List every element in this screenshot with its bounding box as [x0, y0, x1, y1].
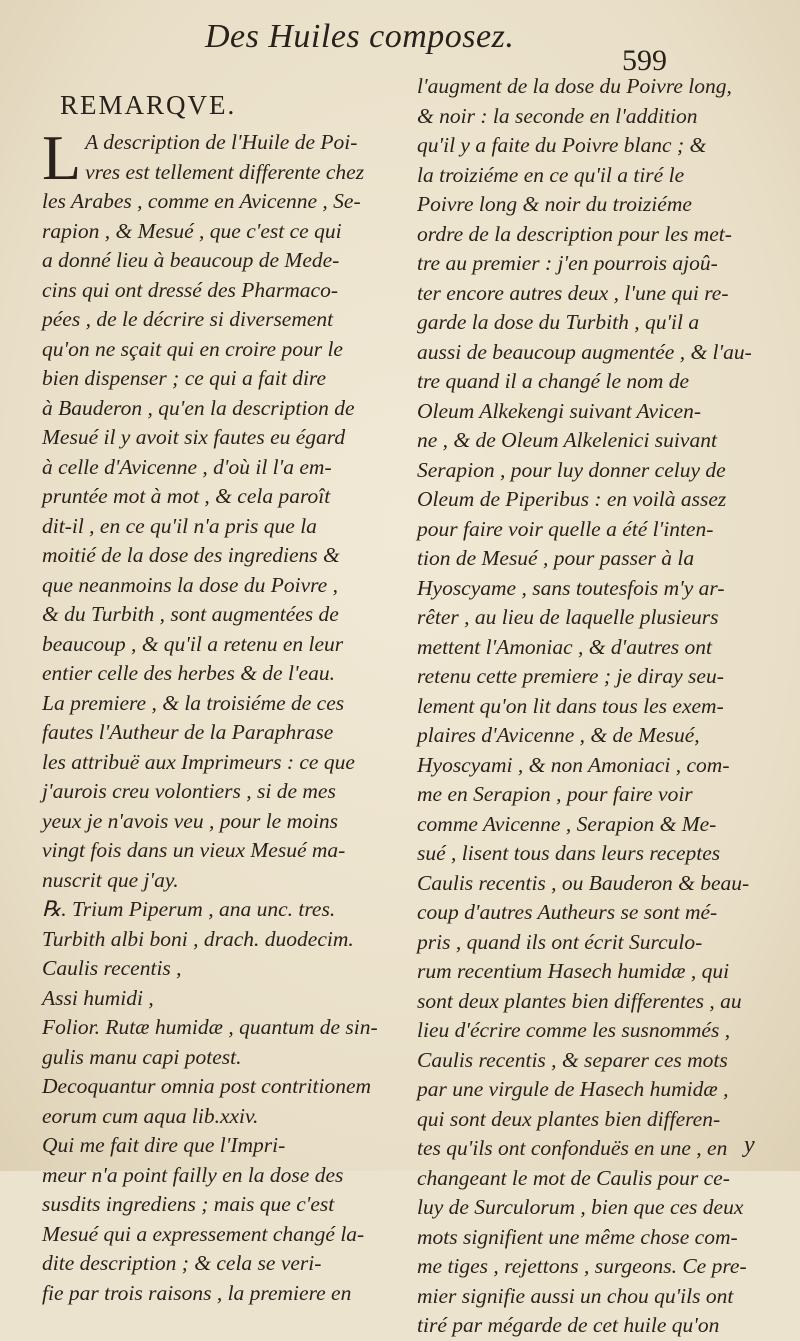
text-line: par une virgule de Hasech humidæ ,	[417, 1077, 729, 1101]
text-line: La premiere , & la troisiéme de ces	[42, 690, 345, 715]
text-line: fautes l'Autheur de la Paraphrase	[42, 720, 334, 744]
text-line: qu'on ne sçait qui en croire pour le	[42, 336, 343, 361]
text-line: coup d'autres Autheurs se sont mé-	[417, 900, 718, 924]
text-line: Caulis recentis , & separer ces mots	[417, 1047, 728, 1072]
text-line: fie par trois raisons , la premiere en	[42, 1280, 352, 1305]
text-line: me tiges , rejettons , surgeons. Ce pre-	[417, 1254, 747, 1278]
text-line: plaires d'Avicenne , & de Mesué,	[417, 723, 700, 747]
text-line: a donné lieu à beaucoup de Mede-	[42, 248, 340, 272]
text-line: tiré par mégarde de cet huile qu'on	[417, 1313, 720, 1337]
text-line: retenu cette premiere ; je diray seu-	[417, 664, 724, 688]
right-column-text	[417, 72, 792, 1341]
text-line: meur n'a point failly en la dose des	[42, 1162, 344, 1187]
text-line: ℞. Trium Piperum , ana unc. tres.	[42, 897, 336, 921]
text-line: Hyoscyame , sans toutesfois m'y ar-	[417, 575, 725, 600]
text-line: tre au premier : j'en pourrois ajoû-	[417, 251, 718, 275]
text-line: Poivre long & noir du troiziéme	[417, 192, 692, 216]
text-line: luy de Surculorum , bien que ces deux	[417, 1195, 744, 1219]
text-line: me en Serapion , pour faire voir	[417, 782, 693, 806]
text-line: Hyoscyami , & non Amoniaci , com-	[417, 752, 730, 777]
text-line: dit-il , en ce qu'il n'a pris que la	[42, 513, 317, 538]
text-line: à celle d'Avicenne , d'où il l'a em-	[42, 454, 332, 479]
text-line: ne , & de Oleum Alkelenici suivant	[417, 428, 717, 452]
text-line: Mesué qui a expressement changé la-	[42, 1221, 365, 1246]
text-line: rum recentium Hasech humidæ , qui	[417, 959, 730, 983]
text-line: Decoquantur omnia post contritionem	[42, 1074, 372, 1098]
section-heading: REMARQVE.	[60, 90, 237, 120]
text-line: pris , quand ils ont écrit Surculo-	[417, 929, 703, 954]
text-line: que neanmoins la dose du Poivre ,	[42, 572, 338, 597]
text-line: Mesué il y avoit six fautes eu égard	[42, 425, 346, 449]
text-line: Caulis recentis , ou Bauderon & beau-	[417, 870, 750, 895]
text-line: tes qu'ils ont confonduës en une , en	[417, 1136, 728, 1160]
text-line: Serapion , pour luy donner celuy de	[417, 457, 726, 482]
text-line: rapion , & Mesué , que c'est ce qui	[42, 218, 342, 243]
text-line: comme Avicenne , Serapion & Me-	[417, 811, 717, 836]
text-line: eorum cum aqua lib.xxiv.	[42, 1103, 259, 1128]
text-line: qui sont deux plantes bien differen-	[417, 1106, 721, 1131]
text-line: j'aurois creu volontiers , si de mes	[42, 779, 336, 803]
text-line: mettent l'Amoniac , & d'autres ont	[417, 634, 713, 659]
text-line: Oleum Alkekengi suivant Avicen-	[417, 398, 701, 423]
text-line: garde la dose du Turbith , qu'il a	[417, 310, 700, 334]
text-line: pées , de le décrire si diversement	[42, 307, 334, 331]
text-line: Turbith albi boni , drach. duodecim.	[42, 926, 354, 951]
left-column-text	[42, 122, 402, 1308]
left-column	[42, 82, 402, 1308]
right-column	[417, 72, 792, 1341]
text-line: pour faire voir quelle a été l'inten-	[417, 516, 714, 541]
text-line: changeant le mot de Caulis pour ce-	[417, 1165, 730, 1190]
text-line: les Arabes , comme en Avicenne , Se-	[42, 189, 361, 213]
text-line: rêter , au lieu de laquelle plusieurs	[417, 605, 719, 629]
text-line: Assi humidi ,	[42, 985, 154, 1010]
text-line: sué , lisent tous dans leurs receptes	[417, 841, 721, 865]
text-line: l'augment de la dose du Poivre long,	[417, 74, 732, 98]
text-line: dite description ; & cela se veri-	[42, 1251, 322, 1275]
text-line: aussi de beaucoup augmentée , & l'au-	[417, 339, 752, 364]
text-line: nuscrit que j'ay.	[42, 867, 179, 892]
text-line: & noir : la seconde en l'addition	[417, 103, 698, 128]
text-line: gulis manu capi potest.	[42, 1044, 242, 1069]
running-title: Des Huiles composez.	[205, 18, 515, 55]
text-line: ordre de la description pour les met-	[417, 221, 732, 246]
text-line: qu'il y a faite du Poivre blanc ; &	[417, 133, 707, 157]
text-line: Oleum de Piperibus : en voilà assez	[417, 487, 727, 511]
text-line: & du Turbith , sont augmentées de	[42, 602, 339, 626]
text-line: sont deux plantes bien differentes , au	[417, 988, 742, 1013]
text-line: lement qu'on lit dans tous les exem-	[417, 693, 724, 718]
text-line: tre quand il a changé le nom de	[417, 369, 690, 393]
text-line: Folior. Rutæ humidæ , quantum de sin-	[42, 1015, 378, 1039]
text-line: mots signifient une même chose com-	[417, 1224, 738, 1249]
text-line: pruntée mot à mot , & cela paroît	[42, 484, 331, 508]
text-line: entier celle des herbes & de l'eau.	[42, 661, 335, 685]
text-line: lieu d'écrire comme les susnommés ,	[417, 1018, 731, 1042]
text-line: moitié de la dose des ingrediens &	[42, 543, 340, 567]
drop-cap: L	[42, 122, 82, 193]
text-line: yeux je n'avois veu , pour le moins	[42, 808, 338, 833]
text-line: les attribuë aux Imprimeurs : ce que	[42, 749, 355, 774]
catchword: y	[744, 1132, 755, 1158]
text-line: à Bauderon , qu'en la description de	[42, 395, 355, 420]
text-line: cins qui ont dressé des Pharmaco-	[42, 277, 338, 302]
page-number: 599	[622, 44, 667, 77]
text-line: vingt fois dans un vieux Mesué ma-	[42, 838, 346, 862]
text-line: A description de l'Huile de Poi-	[85, 130, 358, 154]
text-line: Qui me fait dire que l'Impri-	[42, 1133, 286, 1157]
text-line: Caulis recentis ,	[42, 956, 182, 980]
text-line: beaucoup , & qu'il a retenu en leur	[42, 631, 344, 656]
text-line: tion de Mesué , pour passer à la	[417, 546, 695, 570]
text-line: bien dispenser ; ce qui a fait dire	[42, 366, 327, 390]
text-line: la troiziéme en ce qu'il a tiré le	[417, 162, 685, 187]
text-line: mier signifie aussi un chou qu'ils ont	[417, 1283, 734, 1308]
text-line: susdits ingrediens ; mais que c'est	[42, 1192, 335, 1216]
text-line: vres est tellement differente chez	[85, 159, 365, 184]
text-line: ter encore autres deux , l'une qui re-	[417, 280, 729, 305]
